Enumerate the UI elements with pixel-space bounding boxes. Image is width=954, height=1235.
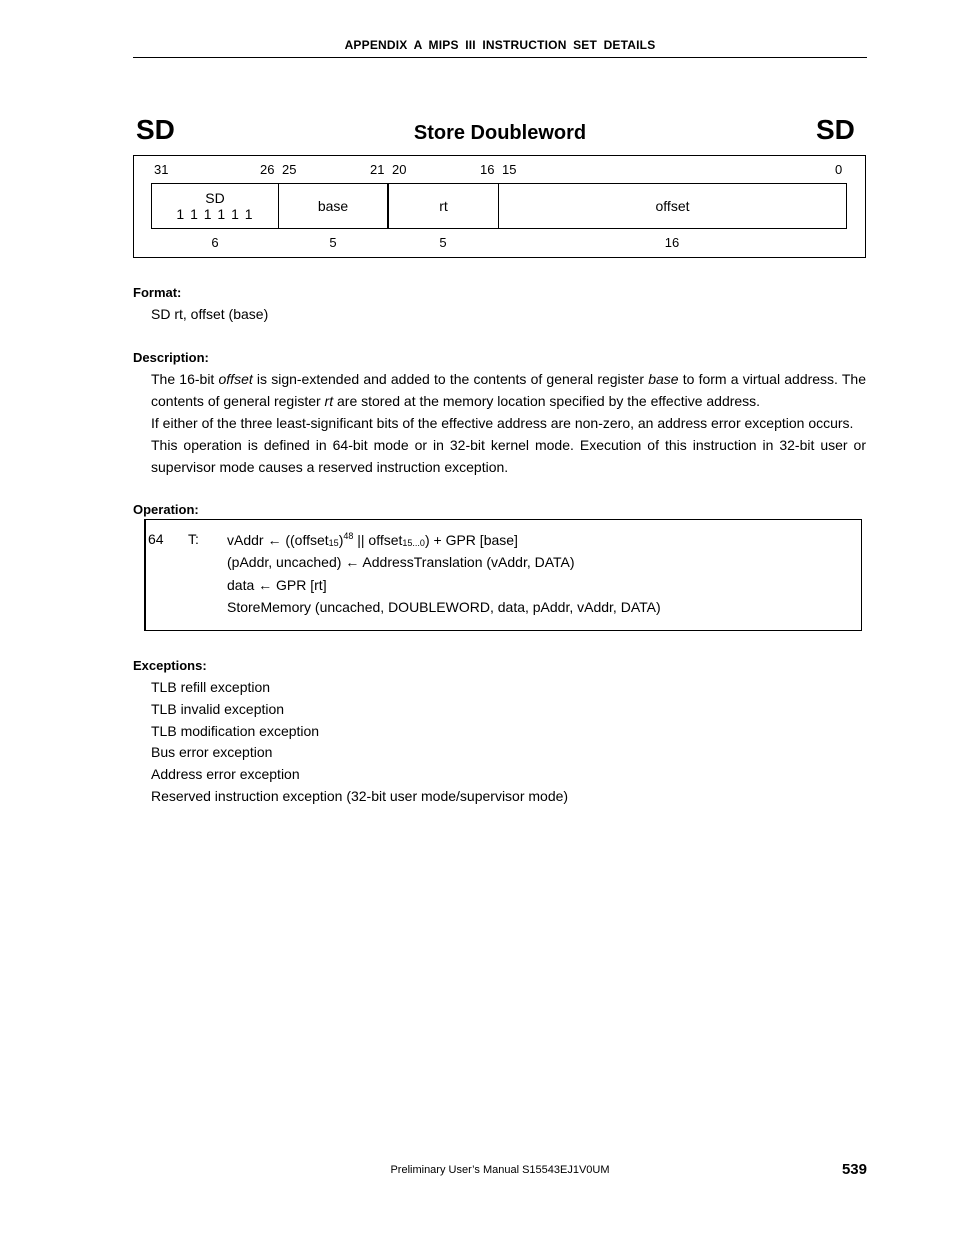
bit-20: 20 bbox=[392, 162, 407, 177]
running-header: APPENDIX A MIPS III INSTRUCTION SET DETAILS bbox=[344, 38, 656, 52]
description-heading: Description: bbox=[133, 350, 209, 365]
field-opcode-name: SD bbox=[205, 190, 225, 206]
format-syntax: SD rt, offset (base) bbox=[151, 306, 269, 322]
bit-26: 26 bbox=[260, 162, 275, 177]
description-paragraph-2: If either of the three least-significant bits of the effective address are non-zero, an address error exception occurs. bbox=[151, 415, 854, 431]
operation-line-4: StoreMemory (uncached, DOUBLEWORD, data, pAddr, vAddr, DATA) bbox=[227, 599, 661, 615]
field-rt-width: 5 bbox=[439, 235, 447, 250]
field-opcode-code: 1 1 1 1 1 1 bbox=[176, 206, 254, 222]
header-rule bbox=[133, 57, 867, 58]
operation-mode: 64 bbox=[148, 531, 164, 547]
mnemonic-left: SD bbox=[136, 114, 175, 145]
exceptions-heading: Exceptions: bbox=[133, 658, 207, 673]
footer-text: Preliminary User’s Manual S15543EJ1V0UM bbox=[390, 1164, 610, 1176]
exception-item: TLB modification exception bbox=[151, 722, 320, 739]
exception-item: Bus error exception bbox=[151, 744, 273, 761]
mnemonic-right: SD bbox=[816, 114, 855, 145]
operation-heading: Operation: bbox=[133, 502, 199, 517]
bit-31: 31 bbox=[154, 162, 169, 177]
instruction-title: Store Doubleword bbox=[413, 122, 587, 144]
description-body bbox=[151, 368, 866, 478]
operation-timing: T: bbox=[188, 531, 199, 547]
format-heading: Format: bbox=[133, 285, 182, 300]
bit-25: 25 bbox=[282, 162, 297, 177]
field-offset-width: 16 bbox=[664, 235, 680, 250]
exception-item: Address error exception bbox=[151, 766, 300, 783]
bit-16: 16 bbox=[480, 162, 495, 177]
field-base-width: 5 bbox=[329, 235, 337, 250]
bit-15: 15 bbox=[502, 162, 517, 177]
bit-21: 21 bbox=[370, 162, 385, 177]
field-rt bbox=[389, 184, 499, 228]
field-row bbox=[151, 183, 847, 229]
bit-0: 0 bbox=[835, 162, 843, 177]
operation-line-3: data ← GPR [rt] bbox=[227, 577, 327, 593]
field-base bbox=[279, 184, 389, 228]
field-base-name: base bbox=[317, 198, 349, 214]
field-offset bbox=[499, 184, 846, 228]
operation-line-2: (pAddr, uncached) ← AddressTranslation (vAddr, DATA) bbox=[227, 554, 575, 570]
description-paragraph-1: The 16-bit offset is sign-extended and added to the contents of general register base to form a virtual address. The contents of general register rt are stored at the memory location specified by the effective address. bbox=[151, 371, 866, 409]
page-number: 539 bbox=[841, 1161, 867, 1178]
exceptions-list bbox=[151, 677, 568, 808]
exception-item: Reserved instruction exception (32-bit user mode/supervisor mode) bbox=[151, 787, 569, 804]
exception-item: TLB refill exception bbox=[151, 679, 271, 695]
description-paragraph-3: This operation is defined in 64-bit mode or in 32-bit kernel mode. Execution of this instruction in 32-bit user or supervisor mode causes a reserved instruction exception. bbox=[151, 437, 866, 475]
field-offset-name: offset bbox=[655, 198, 690, 214]
term-offset: offset bbox=[218, 371, 253, 387]
field-opcode-width: 6 bbox=[211, 235, 219, 250]
term-rt: rt bbox=[324, 393, 334, 409]
field-rt-name: rt bbox=[439, 198, 448, 214]
term-base: base bbox=[648, 371, 679, 387]
operation-line-1: vAddr ← ((offset$_{15}$)$^{48}$ || offset$_{15...0}$) + GPR [base] bbox=[227, 531, 518, 548]
exception-item: TLB invalid exception bbox=[151, 700, 285, 717]
field-opcode bbox=[152, 184, 279, 228]
